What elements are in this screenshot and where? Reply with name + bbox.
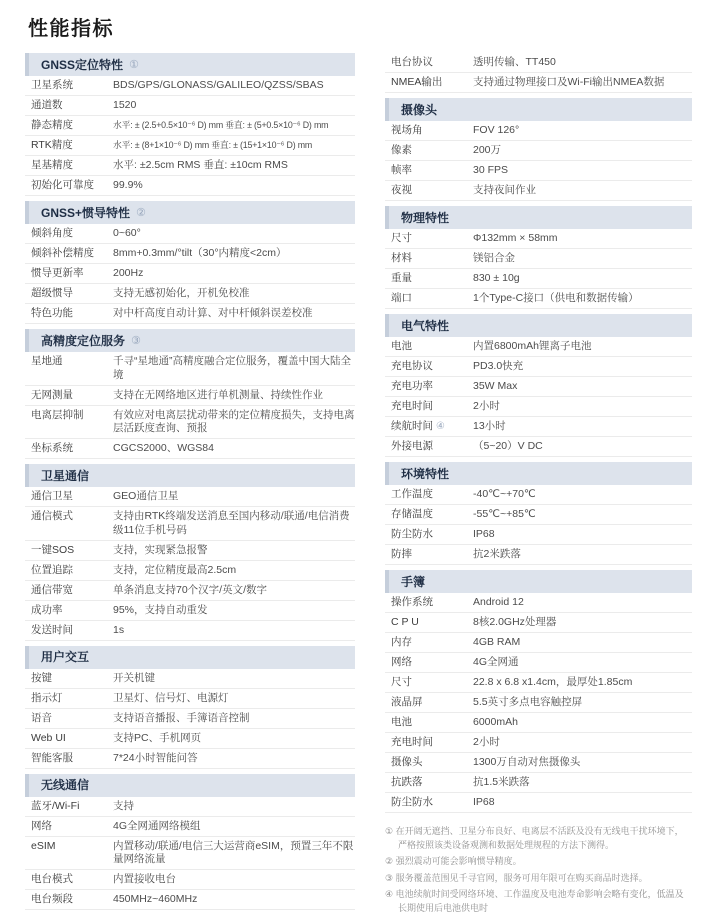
row-label: 内存 xyxy=(391,636,412,648)
spec-row xyxy=(25,837,355,871)
spec-row xyxy=(25,669,355,689)
row-value: 抗1.5米跌落 xyxy=(473,776,530,788)
row-value: PD3.0快充 xyxy=(473,360,524,372)
row-label: eSIM xyxy=(31,839,56,852)
row-label: 充电协议 xyxy=(391,360,433,372)
spec-row xyxy=(25,581,355,601)
row-value: 7*24小时智能问答 xyxy=(113,751,198,764)
spec-row xyxy=(25,116,355,136)
section-title: 摄像头 xyxy=(401,102,438,117)
row-value: 支持由RTK终端发送消息至国内移动/联通/电信消费级11位手机号码 xyxy=(113,510,350,536)
spec-section xyxy=(385,462,692,565)
row-label: 网络 xyxy=(391,656,412,668)
row-label: 防尘防水 xyxy=(391,528,433,540)
row-label: 续航时间 ④ xyxy=(391,420,445,432)
row-value: 0~60° xyxy=(113,227,141,239)
section-title: 手簿 xyxy=(401,574,426,589)
spec-row xyxy=(25,176,355,196)
row-value: 内置6800mAh锂离子电池 xyxy=(473,340,592,352)
spec-row xyxy=(25,96,355,116)
section-header xyxy=(25,53,355,76)
footnote-item: ③ 服务覆盖范围见千寻官网，服务可用年限可在购买商品时选择。 xyxy=(385,872,648,883)
row-value: （5~20）V DC xyxy=(473,440,543,452)
spec-row xyxy=(385,753,692,773)
spec-row xyxy=(25,541,355,561)
row-value: 有效应对电离层扰动带来的定位精度损失，支持电离层活跃度查询、预报 xyxy=(113,408,355,434)
row-value: 单条消息支持70个汉字/英文/数字 xyxy=(113,583,268,596)
row-value: IP68 xyxy=(473,528,495,540)
spec-row xyxy=(25,507,355,541)
row-label: 按键 xyxy=(31,671,52,684)
row-value: 支持在无网络地区进行单机测量、持续性作业 xyxy=(113,388,323,401)
row-label: 电台频段 xyxy=(31,893,73,905)
row-value: 1s xyxy=(113,623,125,636)
row-label: 倾斜补偿精度 xyxy=(31,247,94,259)
row-value: 1300万自动对焦摄像头 xyxy=(473,756,581,768)
section-header xyxy=(25,464,355,487)
row-label: 位置追踪 xyxy=(31,563,73,576)
row-value: 抗2米跌落 xyxy=(473,548,521,560)
row-value: 200Hz xyxy=(113,267,144,279)
row-label: 通道数 xyxy=(31,99,63,111)
spec-row xyxy=(385,773,692,793)
row-label: 液晶屏 xyxy=(391,696,423,708)
row-label: 星基精度 xyxy=(31,159,73,171)
row-value: 卫星灯、信号灯、电源灯 xyxy=(113,691,229,704)
spec-row xyxy=(25,749,355,769)
spec-row xyxy=(25,439,355,459)
spec-row xyxy=(25,304,355,324)
spec-row xyxy=(25,487,355,507)
row-value: 透明传输、TT450 xyxy=(473,56,556,68)
row-value: 2小时 xyxy=(473,400,500,412)
row-value: 开关机键 xyxy=(113,671,155,684)
row-label: 防摔 xyxy=(391,548,412,560)
spec-section xyxy=(25,646,355,769)
row-label: 端口 xyxy=(391,292,412,304)
columns-container xyxy=(25,53,692,919)
spec-row xyxy=(385,289,692,309)
row-label: 指示灯 xyxy=(31,691,63,704)
spec-row xyxy=(25,709,355,729)
row-label: 特色功能 xyxy=(31,307,73,319)
row-label: 电台协议 xyxy=(391,56,433,68)
spec-row xyxy=(385,733,692,753)
spec-row xyxy=(385,693,692,713)
spec-row xyxy=(25,352,355,386)
spec-row xyxy=(385,229,692,249)
spec-row xyxy=(385,633,692,653)
row-label: 充电功率 xyxy=(391,380,433,392)
spec-row xyxy=(385,545,692,565)
row-value: 8核2.0GHz处理器 xyxy=(473,616,557,628)
row-value: -40℃~+70℃ xyxy=(473,488,536,500)
row-label: 电池 xyxy=(391,716,412,728)
row-value: IP68 xyxy=(473,796,495,808)
spec-row xyxy=(385,505,692,525)
row-label: 电池 xyxy=(391,340,412,352)
spec-row xyxy=(385,793,692,813)
row-value: 4GB RAM xyxy=(473,636,521,648)
row-label: 夜视 xyxy=(391,184,412,196)
spec-row xyxy=(25,264,355,284)
spec-row xyxy=(25,870,355,890)
spec-row xyxy=(25,136,355,156)
row-value: 99.9% xyxy=(113,179,143,191)
section-title: 高精度定位服务 xyxy=(41,333,126,348)
row-value: 5.5英寸多点电容触控屏 xyxy=(473,696,583,708)
row-value: 支持语音播报、手簿语音控制 xyxy=(113,711,250,724)
row-label: 惯导更新率 xyxy=(31,267,84,279)
row-label: 初始化可靠度 xyxy=(31,179,94,191)
row-label: 蓝牙/Wi-Fi xyxy=(31,799,80,812)
spec-row xyxy=(385,141,692,161)
spec-row xyxy=(25,621,355,641)
spec-row xyxy=(385,181,692,201)
footnote-item: ④ 电池续航时间受网络环境、工作温度及电池寿命影响会略有变化，低温及长期使用后电池供电时 xyxy=(385,889,684,914)
spec-section xyxy=(25,774,355,911)
spec-row xyxy=(385,377,692,397)
spec-section xyxy=(385,98,692,201)
section-title: 物理特性 xyxy=(401,210,450,225)
spec-section xyxy=(25,201,355,324)
row-label: 电台模式 xyxy=(31,873,73,885)
row-label: 材料 xyxy=(391,252,412,264)
row-value: 内置移动/联通/电信三大运营商eSIM，预置三年不限量网络流量 xyxy=(113,839,354,865)
section-badge: ② xyxy=(136,206,146,219)
row-value: -55℃~+85℃ xyxy=(473,508,536,520)
row-label: 星地通 xyxy=(31,355,63,367)
spec-row xyxy=(385,357,692,377)
row-label: 像素 xyxy=(391,144,412,156)
section-title: GNSS定位特性 xyxy=(41,57,124,72)
row-label: 重量 xyxy=(391,272,412,284)
section-header xyxy=(385,462,692,485)
spec-section xyxy=(385,314,692,457)
row-label: 尺寸 xyxy=(391,232,412,244)
spec-section xyxy=(25,329,355,459)
section-badge: ③ xyxy=(131,334,141,347)
spec-row xyxy=(385,653,692,673)
row-value: 支持，定位精度最高2.5cm xyxy=(113,563,237,576)
row-label: 防尘防水 xyxy=(391,796,433,808)
row-label: 成功率 xyxy=(31,603,63,616)
row-label: 帧率 xyxy=(391,164,412,176)
spec-row xyxy=(385,249,692,269)
row-label: 智能客服 xyxy=(31,751,73,764)
spec-section xyxy=(385,53,692,93)
row-label: 外接电源 xyxy=(391,440,433,452)
row-value: 6000mAh xyxy=(473,716,518,728)
row-label: 操作系统 xyxy=(391,596,433,608)
spec-row xyxy=(25,890,355,910)
row-label: 静态精度 xyxy=(31,119,73,131)
spec-row xyxy=(385,161,692,181)
row-value: Android 12 xyxy=(473,596,524,608)
spec-row xyxy=(25,601,355,621)
row-value: 1520 xyxy=(113,99,137,111)
row-label: 充电时间 xyxy=(391,736,433,748)
section-header xyxy=(385,98,692,121)
spec-column-left xyxy=(25,53,355,915)
row-value: 450MHz~460MHz xyxy=(113,893,198,905)
section-title: GNSS+惯导特性 xyxy=(41,205,131,220)
section-header xyxy=(385,206,692,229)
row-label: 工作温度 xyxy=(391,488,433,500)
row-value: Φ132mm × 58mm xyxy=(473,232,558,244)
row-label: 通信模式 xyxy=(31,510,73,522)
section-title: 卫星通信 xyxy=(41,468,90,483)
spec-row xyxy=(385,437,692,457)
spec-column-right xyxy=(385,53,692,919)
section-header xyxy=(25,201,355,224)
section-title: 无线通信 xyxy=(41,778,90,792)
section-title: 环境特性 xyxy=(401,466,450,481)
row-label: 卫星系统 xyxy=(31,79,73,91)
row-value: 4G全网通 xyxy=(473,656,519,668)
spec-row xyxy=(25,244,355,264)
spec-row xyxy=(385,269,692,289)
row-value: 内置接收电台 xyxy=(113,873,176,885)
spec-section xyxy=(25,53,355,196)
section-header xyxy=(25,774,355,797)
spec-row xyxy=(25,729,355,749)
row-value: 2小时 xyxy=(473,736,500,748)
row-value: 8mm+0.3mm/°tilt（30°内精度<2cm） xyxy=(113,247,287,259)
row-label: 一键SOS xyxy=(31,543,75,556)
row-value: CGCS2000、WGS84 xyxy=(113,442,214,454)
row-label: 充电时间 xyxy=(391,400,433,412)
row-value: 千寻“星地通”高精度融合定位服务，覆盖中国大陆全境 xyxy=(113,355,351,381)
section-header xyxy=(385,314,692,337)
row-value: 支持无感初始化，开机免校准 xyxy=(113,287,250,299)
spec-row xyxy=(385,121,692,141)
section-header xyxy=(385,570,692,593)
spec-row xyxy=(385,73,692,93)
spec-row xyxy=(385,673,692,693)
row-value: 支持 xyxy=(113,799,134,812)
spec-row xyxy=(385,417,692,437)
page-title: 性能指标 xyxy=(28,18,114,40)
row-label: 无网测量 xyxy=(31,388,73,401)
spec-row xyxy=(385,713,692,733)
section-badge: ① xyxy=(129,58,139,71)
section-title: 电气特性 xyxy=(401,318,450,333)
spec-row xyxy=(25,224,355,244)
spec-row xyxy=(385,485,692,505)
row-label: RTK精度 xyxy=(31,139,73,151)
section-header xyxy=(25,646,355,669)
row-value: 对中杆高度自动计算、对中杆倾斜误差校准 xyxy=(113,307,313,319)
row-label: 摄像头 xyxy=(391,756,423,768)
row-value: 支持PC、手机网页 xyxy=(113,731,202,744)
spec-section xyxy=(385,570,692,813)
row-value: 支持，实现紧急报警 xyxy=(113,543,208,556)
footnotes xyxy=(385,825,692,916)
row-label: 发送时间 xyxy=(31,623,73,636)
spec-row xyxy=(25,817,355,837)
footnote-item: ② 强烈震动可能会影响惯导精度。 xyxy=(385,856,522,867)
row-value: 水平: ± (8+1×10⁻⁶ D) mm 垂直: ± (15+1×10⁻⁶ D) mm xyxy=(113,140,313,150)
spec-row xyxy=(25,156,355,176)
spec-row xyxy=(25,386,355,406)
spec-section xyxy=(25,464,355,641)
spec-section xyxy=(385,206,692,309)
row-value: 200万 xyxy=(473,144,502,156)
row-value: 830 ± 10g xyxy=(473,272,520,284)
row-value: 支持夜间作业 xyxy=(473,184,536,196)
row-label: C P U xyxy=(391,616,419,628)
row-label: NMEA输出 xyxy=(391,76,443,88)
row-label: 尺寸 xyxy=(391,676,412,688)
spec-row xyxy=(385,613,692,633)
row-label: 抗跌落 xyxy=(391,776,423,788)
row-value: 水平: ±2.5cm RMS 垂直: ±10cm RMS xyxy=(113,159,288,171)
spec-row xyxy=(25,561,355,581)
row-label: Web UI xyxy=(31,731,66,744)
row-value: GEO通信卫星 xyxy=(113,490,179,502)
spec-row xyxy=(25,689,355,709)
row-label: 超级惯导 xyxy=(31,287,73,299)
row-label: 通信带宽 xyxy=(31,583,73,596)
row-label: 通信卫星 xyxy=(31,490,73,502)
row-label: 语音 xyxy=(31,711,52,724)
footnote-item: ① 在开阔无遮挡、卫星分布良好、电离层不活跃及没有无线电干扰环境下，严格按照该类设备观测和数据处理规程的方法下测得。 xyxy=(385,826,684,850)
section-title: 用户交互 xyxy=(41,650,90,664)
section-header xyxy=(25,329,355,352)
row-label: 坐标系统 xyxy=(31,442,73,454)
spec-row xyxy=(25,284,355,304)
row-value: 22.8 x 6.8 x1.4cm，最厚处1.85cm xyxy=(473,676,633,688)
spec-row xyxy=(385,337,692,357)
spec-row xyxy=(385,397,692,417)
row-value: 水平: ± (2.5+0.5×10⁻⁶ D) mm 垂直: ± (5+0.5×10⁻⁶ D) mm xyxy=(113,120,329,130)
row-value: 95%，支持自动重发 xyxy=(113,603,208,616)
row-value: FOV 126° xyxy=(473,124,520,136)
row-value: 35W Max xyxy=(473,380,518,392)
row-badge: ④ xyxy=(436,421,445,432)
row-label: 存储温度 xyxy=(391,508,433,520)
spec-row xyxy=(385,593,692,613)
spec-row xyxy=(385,53,692,73)
row-value: 1个Type-C接口（供电和数据传输） xyxy=(473,292,639,304)
row-label: 倾斜角度 xyxy=(31,227,73,239)
row-label: 视场角 xyxy=(391,124,423,136)
spec-row xyxy=(25,406,355,440)
row-value: BDS/GPS/GLONASS/GALILEO/QZSS/SBAS xyxy=(113,79,324,91)
row-label: 电离层抑制 xyxy=(31,408,84,421)
spec-row xyxy=(385,525,692,545)
spec-row xyxy=(25,76,355,96)
row-value: 13小时 xyxy=(473,420,506,432)
row-value: 支持通过物理接口及Wi-Fi输出NMEA数据 xyxy=(473,76,665,88)
row-value: 30 FPS xyxy=(473,164,509,176)
row-value: 4G全网通网络模组 xyxy=(113,819,201,832)
row-value: 镁铝合金 xyxy=(473,252,515,264)
row-label: 网络 xyxy=(31,819,52,832)
spec-row xyxy=(25,797,355,817)
